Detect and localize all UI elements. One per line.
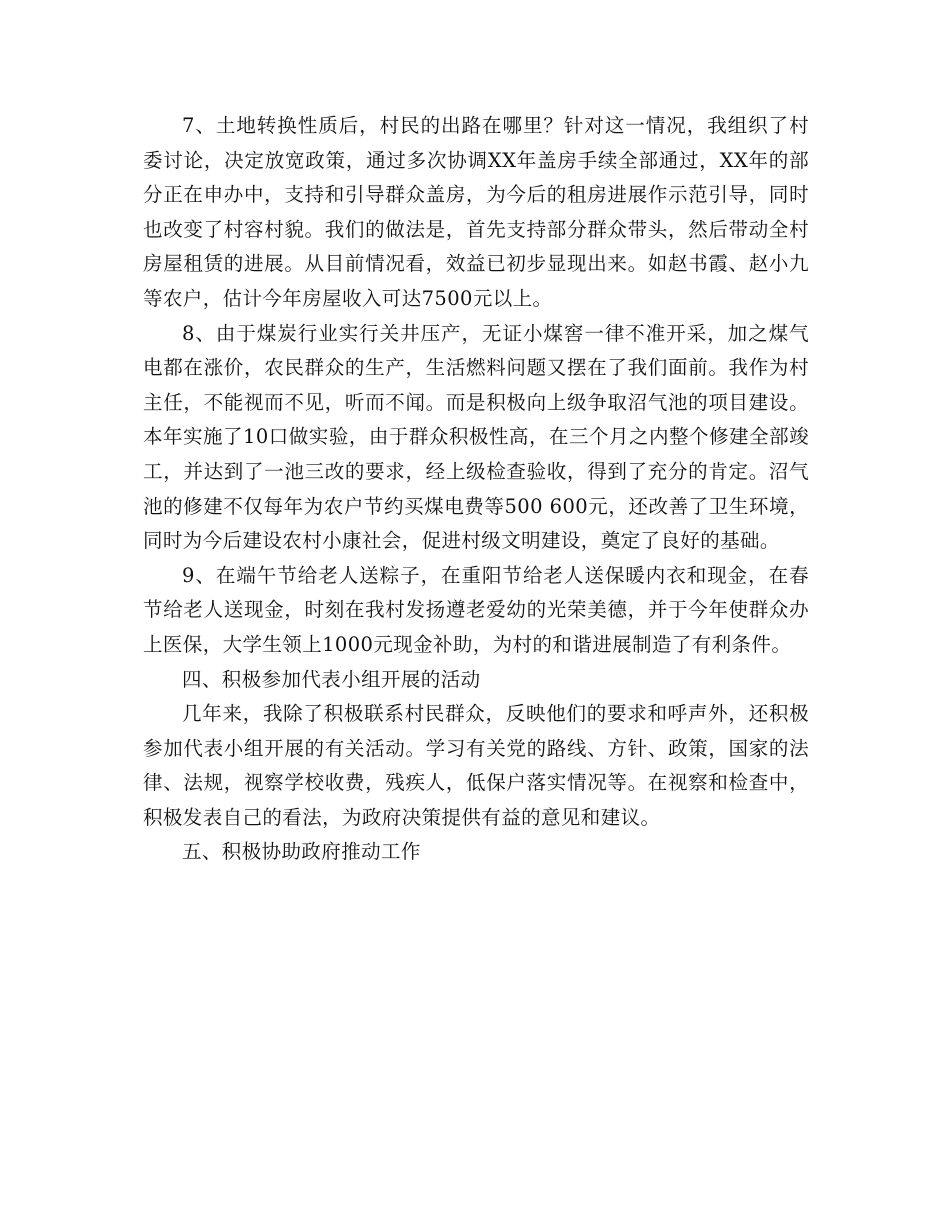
section-heading-4: 四、积极参加代表小组开展的活动 — [182, 667, 481, 691]
paragraph-item-7-housing: 7、土地转换性质后，村民的出路在哪里？针对这一情况，我组织了村委讨论，决定放宽政策，通过多次协调XX年盖房手续全部通过，XX年的部分正在申办中，支持和引导群众盖房，为今后的租房进展作示范引导，同时也改变了村容村貌。我们的做法是，首先支持部分群众带头，然后带动全村房屋租赁的进展。从目前情况看，效益已初步显现出来。如赵书霞、赵小九等农户，估计今年房屋收入可达7500元以上。 — [143, 114, 809, 310]
document-body — [143, 109, 809, 870]
section-heading-5: 五、积极协助政府推动工作 — [182, 840, 421, 864]
paragraph-item-9-elderly-care: 9、在端午节给老人送粽子，在重阳节给老人送保暖内衣和现金，在春节给老人送现金，时刻在我村发扬遵老爱幼的光荣美德，并于今年使群众办上医保，大学生领上1000元现金补助，为村的和谐进展制造了有利条件。 — [143, 563, 809, 656]
paragraph-item-8-biogas: 8、由于煤炭行业实行关井压产，无证小煤窖一律不准开采，加之煤气电都在涨价，农民群众的生产，生活燃料问题又摆在了我们面前。我作为村主任，不能视而不见，听而不闻。而是积极向上级争取沼气池的项目建设。本年实施了10口做实验，由于群众积极性高，在三个月之内整个修建全部竣工，并达到了一池三改的要求，经上级检查验收，得到了充分的肯定。沼气池的修建不仅每年为农户节约买煤电费等500 600元，还改善了卫生环境，同时为今后建设农村小康社会，促进村级文明建设，奠定了良好的基础。 — [143, 321, 809, 553]
paragraph-section-4-body: 几年来，我除了积极联系村民群众，反映他们的要求和呼声外，还积极参加代表小组开展的有关活动。学习有关党的路线、方针、政策，国家的法律、法规，视察学校收费，残疾人，低保户落实情况等。在视察和检查中，积极发表自己的看法，为政府决策提供有益的意见和建议。 — [143, 702, 809, 829]
